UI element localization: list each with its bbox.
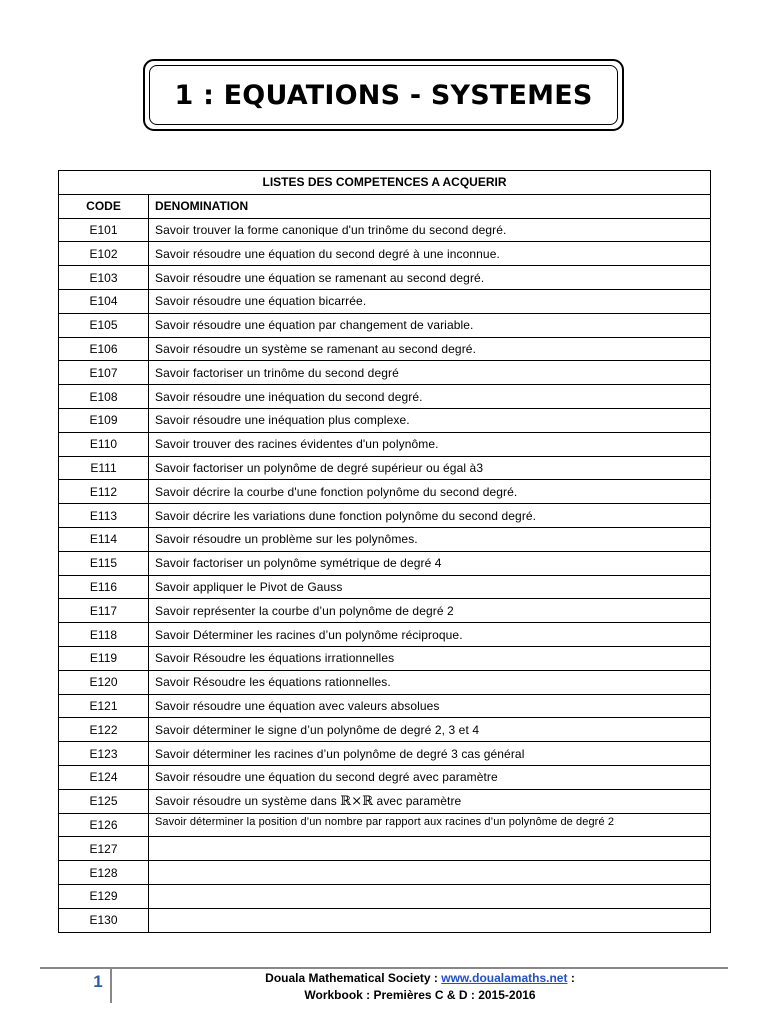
column-header-denomination: DENOMINATION xyxy=(149,194,711,218)
table-row xyxy=(59,670,711,694)
table-row xyxy=(59,266,711,290)
table-row xyxy=(59,242,711,266)
table-row xyxy=(59,718,711,742)
competence-code: E109 xyxy=(59,408,149,432)
page-number: 1 xyxy=(93,972,103,991)
competences-table xyxy=(58,170,711,933)
competence-code: E114 xyxy=(59,527,149,551)
competence-code: E118 xyxy=(59,623,149,647)
competence-denomination: Savoir factoriser un polynôme de degré supérieur ou égal à3 xyxy=(149,456,711,480)
table-row xyxy=(59,313,711,337)
competence-denomination: Savoir résoudre un problème sur les polynômes. xyxy=(149,527,711,551)
table-row xyxy=(59,218,711,242)
table-row xyxy=(59,408,711,432)
competence-denomination: Savoir trouver des racines évidentes d'un polynôme. xyxy=(149,432,711,456)
table-row xyxy=(59,623,711,647)
page-title: 1 : EQUATIONS - SYSTEMES xyxy=(174,79,593,111)
table-row xyxy=(59,646,711,670)
competence-denomination: Savoir résoudre une équation bicarrée. xyxy=(149,289,711,313)
competence-code: E102 xyxy=(59,242,149,266)
competence-code: E121 xyxy=(59,694,149,718)
competence-code: E124 xyxy=(59,765,149,789)
table-row xyxy=(59,742,711,766)
table-title-row xyxy=(59,171,711,195)
competence-denomination: Savoir trouver la forme canonique d'un trinôme du second degré. xyxy=(149,218,711,242)
competence-code: E128 xyxy=(59,861,149,885)
competence-denomination: Savoir représenter la courbe d’un polynôme de degré 2 xyxy=(149,599,711,623)
table-row xyxy=(59,432,711,456)
competence-text: avec paramètre xyxy=(373,793,462,808)
footer-colon: : xyxy=(567,971,575,985)
table-row xyxy=(59,765,711,789)
table-row xyxy=(59,861,711,885)
table-row xyxy=(59,337,711,361)
column-header-code: CODE xyxy=(59,194,149,218)
competence-denomination: Savoir Résoudre les équations irrationnelles xyxy=(149,646,711,670)
competence-code: E111 xyxy=(59,456,149,480)
competence-code: E103 xyxy=(59,266,149,290)
competence-code: E112 xyxy=(59,480,149,504)
competence-code: E113 xyxy=(59,504,149,528)
competence-text: Savoir résoudre un système dans xyxy=(155,793,341,808)
competence-code: E110 xyxy=(59,432,149,456)
competence-code: E104 xyxy=(59,289,149,313)
table-row xyxy=(59,480,711,504)
table-row xyxy=(59,837,711,861)
competence-code: E107 xyxy=(59,361,149,385)
competence-denomination: Savoir décrire la courbe d'une fonction polynôme du second degré. xyxy=(149,480,711,504)
footer-line-1 xyxy=(230,970,610,987)
competence-denomination: Savoir déterminer le signe d’un polynôme de degré 2, 3 et 4 xyxy=(149,718,711,742)
table-row xyxy=(59,456,711,480)
competence-denomination xyxy=(149,861,711,885)
math-set-symbol: ℝ×ℝ xyxy=(340,793,374,809)
competence-denomination: Savoir résoudre une équation se ramenant au second degré. xyxy=(149,266,711,290)
table-row xyxy=(59,908,711,932)
competence-code: E116 xyxy=(59,575,149,599)
table-row xyxy=(59,551,711,575)
competence-denomination: Savoir déterminer la position d’un nombre par rapport aux racines d’un polynôme de degré 2 xyxy=(149,813,711,837)
competence-denomination: Savoir résoudre un système se ramenant au second degré. xyxy=(149,337,711,361)
table-row xyxy=(59,575,711,599)
competence-denomination: Savoir déterminer les racines d’un polynôme de degré 3 cas général xyxy=(149,742,711,766)
competence-denomination: Savoir Résoudre les équations rationnelles. xyxy=(149,670,711,694)
footer-society: Douala Mathematical Society : xyxy=(265,971,442,985)
competence-code: E108 xyxy=(59,385,149,409)
competence-code: E117 xyxy=(59,599,149,623)
footer-text xyxy=(230,970,610,1004)
footer-line-2: Workbook : Premières C & D : 2015-2016 xyxy=(304,988,536,1002)
table-row xyxy=(59,385,711,409)
table-header-row xyxy=(59,194,711,218)
competence-code: E106 xyxy=(59,337,149,361)
table-row xyxy=(59,504,711,528)
competence-code: E125 xyxy=(59,789,149,813)
competence-denomination xyxy=(149,837,711,861)
footer-website-link[interactable]: www.doualamaths.net xyxy=(441,971,568,985)
page-number-separator xyxy=(110,969,112,1003)
title-inner-box xyxy=(149,65,618,125)
table-row xyxy=(59,361,711,385)
table-row xyxy=(59,289,711,313)
competence-denomination: Savoir factoriser un polynôme symétrique de degré 4 xyxy=(149,551,711,575)
competence-denomination: Savoir résoudre une équation avec valeurs absolues xyxy=(149,694,711,718)
competence-denomination: Savoir résoudre une équation du second degré à une inconnue. xyxy=(149,242,711,266)
table-row xyxy=(59,599,711,623)
title-box xyxy=(143,59,624,131)
competence-denomination: Savoir appliquer le Pivot de Gauss xyxy=(149,575,711,599)
competence-denomination: Savoir décrire les variations dune fonction polynôme du second degré. xyxy=(149,504,711,528)
competence-code: E119 xyxy=(59,646,149,670)
competence-code: E130 xyxy=(59,908,149,932)
competence-denomination xyxy=(149,884,711,908)
competence-denomination: Savoir résoudre une inéquation plus complexe. xyxy=(149,408,711,432)
table-row xyxy=(59,884,711,908)
competence-code: E127 xyxy=(59,837,149,861)
competence-code: E105 xyxy=(59,313,149,337)
table-row xyxy=(59,527,711,551)
competence-code: E120 xyxy=(59,670,149,694)
table-row xyxy=(59,789,711,813)
competence-denomination: Savoir résoudre une équation par changement de variable. xyxy=(149,313,711,337)
table-row xyxy=(59,813,711,837)
competence-code: E129 xyxy=(59,884,149,908)
competence-code: E126 xyxy=(59,813,149,837)
competence-denomination: Savoir résoudre une équation du second degré avec paramètre xyxy=(149,765,711,789)
competence-denomination: Savoir résoudre une inéquation du second degré. xyxy=(149,385,711,409)
competence-code: E122 xyxy=(59,718,149,742)
competence-code: E115 xyxy=(59,551,149,575)
competence-denomination xyxy=(149,789,711,813)
table-title: LISTES DES COMPETENCES A ACQUERIR xyxy=(59,171,711,195)
table-row xyxy=(59,694,711,718)
competence-code: E101 xyxy=(59,218,149,242)
competence-denomination xyxy=(149,908,711,932)
footer-divider xyxy=(40,967,728,969)
competence-denomination: Savoir Déterminer les racines d’un polynôme réciproque. xyxy=(149,623,711,647)
competence-denomination: Savoir factoriser un trinôme du second degré xyxy=(149,361,711,385)
competence-code: E123 xyxy=(59,742,149,766)
